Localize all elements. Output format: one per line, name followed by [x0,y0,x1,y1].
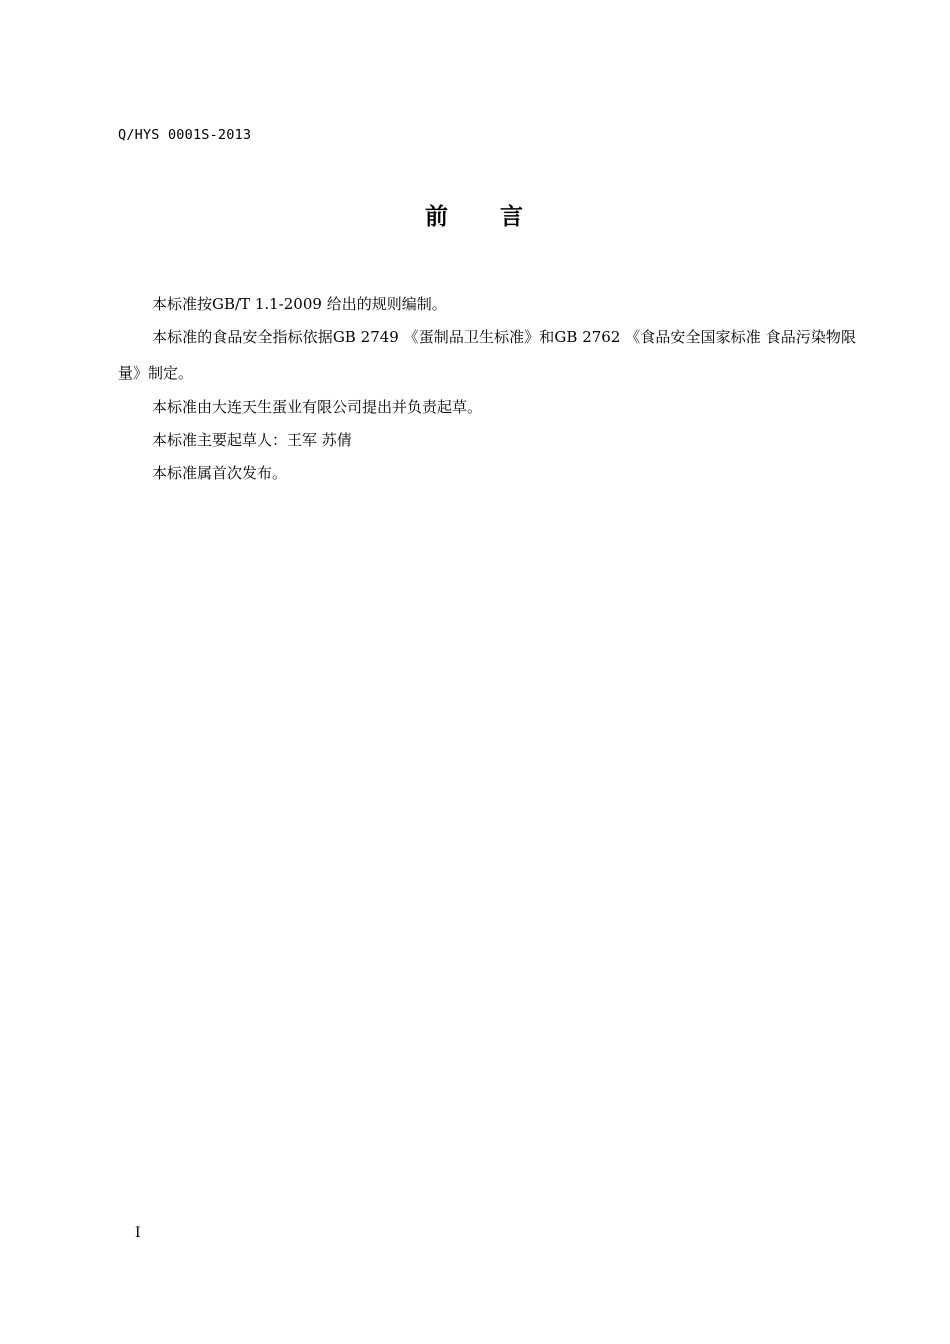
paragraph: 本标准属首次发布。 [152,464,288,482]
document-body [118,288,856,490]
page-title: 前 言 [424,204,526,230]
paragraph: 本标准由大连天生蛋业有限公司提出并负责起草。 [152,398,483,416]
standard-code: Q/HYS 0001S-2013 [118,127,252,143]
page-number: I [135,1225,141,1241]
paragraph: 本标准主要起草人：王军 苏倩 [152,431,352,449]
paragraph: 本标准的食品安全指标依据GB 2749 《蛋制品卫生标准》和GB 2762 《食品安全国家标准 食品污染物限量》制定。 [118,328,856,382]
paragraph: 本标准按GB/T 1.1-2009 给出的规则编制。 [152,295,447,313]
